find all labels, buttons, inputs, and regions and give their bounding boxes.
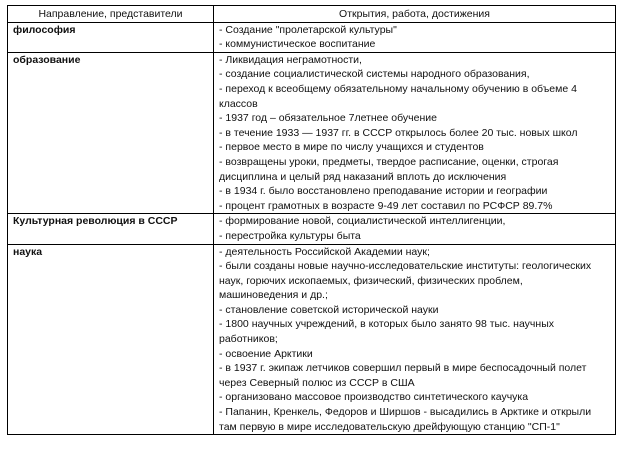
list-item: - в 1934 г. было восстановлено преподавание истории и географии (219, 185, 548, 198)
list-item: работников; (219, 333, 278, 346)
header-direction: Направление, представители (8, 6, 214, 23)
list-item: - 1937 год – обязательное 7летнее обучение (219, 112, 437, 125)
list-item: - Папанин, Кренкель, Федоров и Ширшов - высадились в Арктике и открыли (219, 406, 592, 419)
table-body (8, 22, 616, 435)
items-science (214, 244, 616, 435)
list-item: - 1800 научных учреждений, в которых было занято 98 тыс. научных (219, 318, 555, 331)
list-item: - процент грамотных в возрасте 9-49 лет составил по РСФСР 89.7% (219, 199, 553, 212)
achievements-table (7, 5, 616, 435)
list-item: - переход к всеобщему обязательному начальному обучению в объеме 4 (219, 82, 577, 95)
list-item: через Северный полюс из СССР в США (219, 376, 415, 389)
items-philosophy (214, 22, 616, 52)
category-cultural-revolution: Культурная революция в СССР (8, 214, 214, 244)
list-item: наук, горючих ископаемых, физический, физических проблем, (219, 274, 523, 287)
category-education: образование (8, 52, 214, 214)
table-row-education (8, 52, 616, 214)
items-education (214, 52, 616, 214)
list-item: - коммунистическое воспитание (219, 38, 376, 51)
list-item: - первое место в мире по числу учащихся и студентов (219, 141, 484, 154)
header-discoveries: Открытия, работа, достижения (214, 6, 616, 23)
list-item: - освоение Арктики (219, 347, 313, 360)
items-cultural-revolution (214, 214, 616, 244)
table-row-cultural-revolution (8, 214, 616, 244)
list-item: классов (219, 97, 258, 110)
list-item: - перестройка культуры быта (219, 229, 361, 242)
list-item: - организовано массовое производство синтетического каучука (219, 391, 529, 404)
table-header (8, 6, 616, 23)
header-row (8, 6, 616, 23)
list-item: - в течение 1933 — 1937 гг. в СССР открылось более 20 тыс. новых школ (219, 126, 578, 139)
list-item: там первую в мире исследовательскую дрейфующую станцию "СП-1" (219, 420, 560, 433)
table-row-science (8, 244, 616, 435)
list-item: - были созданы новые научно-исследовательские институты: геологических (219, 260, 592, 273)
list-item: - становление советской исторической науки (219, 303, 439, 316)
list-item: - деятельность Российской Академии наук; (219, 245, 430, 258)
list-item: - Ликвидация неграмотности, (219, 53, 362, 66)
list-item: дисциплина и целый ряд наказаний вплоть до исключения (219, 170, 507, 183)
category-science: наука (8, 244, 214, 435)
list-item: машиноведения и др.; (219, 289, 328, 302)
list-item: - Создание "пролетарской культуры" (219, 23, 397, 36)
list-item: - в 1937 г. экипаж летчиков совершил первый в мире беспосадочный полет (219, 362, 587, 375)
category-philosophy: философия (8, 22, 214, 52)
list-item: - формирование новой, социалистической интеллигенции, (219, 215, 506, 228)
list-item: - создание социалистической системы народного образования, (219, 68, 530, 81)
list-item: - возвращены уроки, предметы, твердое расписание, оценки, строгая (219, 155, 559, 168)
table-row-philosophy (8, 22, 616, 52)
